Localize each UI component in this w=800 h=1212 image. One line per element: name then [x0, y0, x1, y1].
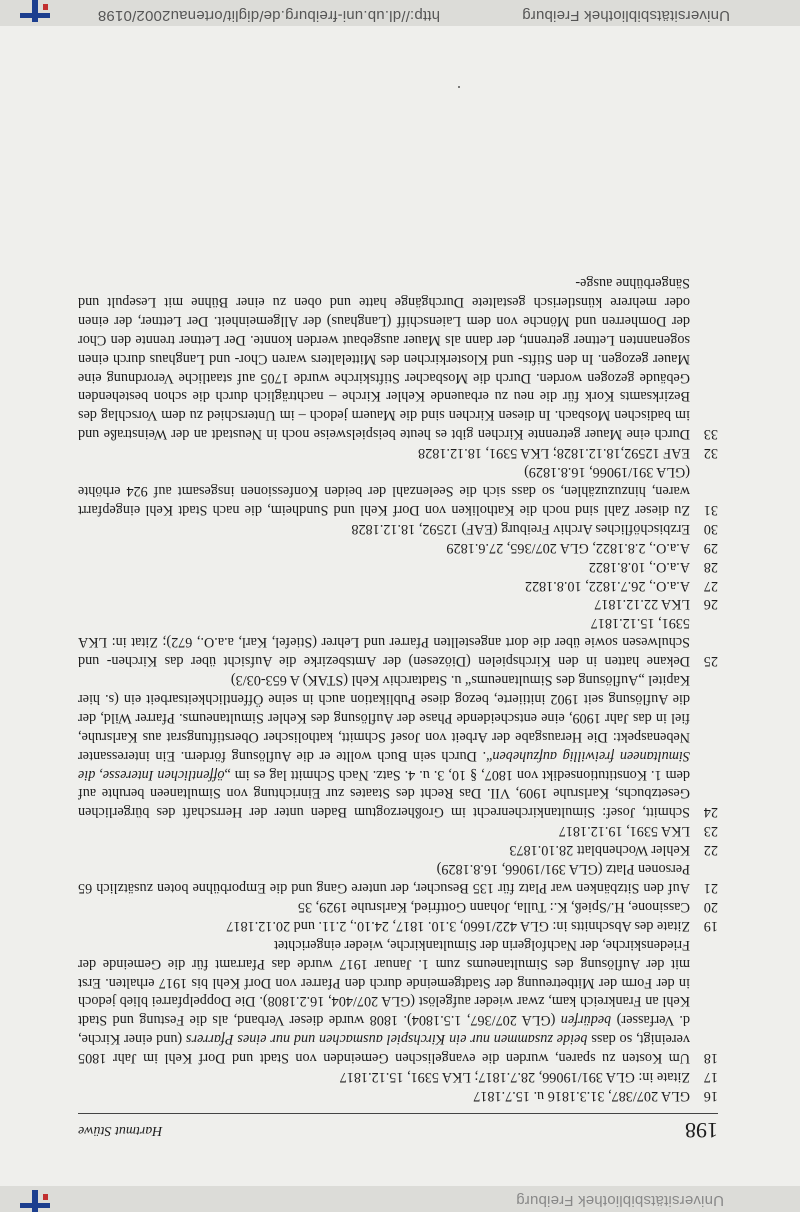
footnote	[78, 897, 718, 916]
footnote-number: 17	[703, 1069, 718, 1086]
footnote-text	[78, 859, 690, 897]
footnote-text	[78, 462, 690, 519]
footnote-text-part: (und einer Kirche, d. Verfasser)	[78, 1012, 690, 1048]
footnote	[78, 1067, 718, 1086]
footnote-text-part: A.a.O., 26.7.1822, 10.8.1822	[524, 577, 690, 594]
footnote-number: 30	[703, 520, 718, 537]
footnote-number: 24	[703, 804, 718, 821]
footnote-number: 28	[703, 558, 718, 575]
footnote-text-part: Zitate in: GLA 391/19066, 28.7.1817; LKA 5391, 15.12.1817	[339, 1069, 690, 1086]
footnote-text	[78, 840, 690, 859]
footnote	[78, 519, 718, 538]
footnote-number: 21	[703, 880, 718, 897]
footnote	[78, 935, 718, 1067]
footnote-text	[78, 1086, 690, 1105]
footnote-text-part: Zu dieser Zahl sind noch die Katholiken von Dorf Kehl und Sundheim, die nach Stadt Kehl eingepfarrt waren, hinzuzuzählen, so dass sich die Seelenzahl der beiden Konfessionen insgesamt auf 924 erhöhte (GLA 391/19066, 16.8.1829)	[78, 464, 690, 518]
footnote-text-part: Um Kosten zu sparen, wurden die evangelischen Gemeinden von Stadt und Dorf Kehl im Jahr 1805 vereinigt, so dass	[78, 1031, 690, 1067]
footnote	[78, 576, 718, 595]
footnote-text	[78, 557, 690, 576]
page-number: 198	[685, 1118, 718, 1143]
footnote	[78, 821, 718, 840]
footnote	[78, 462, 718, 519]
footnote-number: 20	[703, 898, 718, 915]
footnote-text-part: “. Durch sein Buch wollte er die Auflösung fördern. Ein interessanter Nebenaspekt: Die Herausgabe der Arbeit von Josef Schmitt, katholischer Oberstiftungsrat aus Karlsruhe, fiel in das Jahr 1909, eine entscheidende Phase der Auflösung des Kehler Simultaneums. Pfarrer Wild, der die Auflösung seit 1902 initiierte, bezog diese Publikation auch in seine Öffentlichkeitsarbeit ein (s. hier Kapitel „Auflösung des Simultaneums“ u. Stadtarchiv Kehl (STAK) A 653-03/3)	[78, 672, 690, 764]
footnote	[78, 670, 718, 821]
footnote	[78, 1086, 718, 1105]
footnote-text-part: A.a.O., 2.8.1822, GLA 207/365, 27.6.1829	[446, 539, 690, 556]
footnote-text	[78, 595, 690, 614]
footnote-text	[78, 443, 690, 462]
footnote-italic-text: beide zusammen nur ein Kirchspiel ausmachen und nur eines Pfarrers	[186, 1031, 588, 1048]
footnote-text-part: LKA 22.12.1817	[594, 596, 690, 613]
footnote-text-part: LKA 5391, 19.12.1817	[558, 823, 690, 840]
footnote-text	[78, 670, 690, 821]
library-watermark-bottom: Universitätsbibliothek Freiburg	[522, 7, 730, 24]
top-watermark	[0, 1187, 800, 1209]
footnote-text-part: GLA 207/387, 31.3.1816 u. 15.7.1817	[473, 1088, 690, 1104]
footnote-number: 18	[703, 1050, 718, 1067]
footnotes	[78, 273, 718, 1105]
footnote-number: 32	[703, 445, 718, 462]
footnote-text-part: A.a.O., 10.8.1822	[588, 558, 690, 575]
footnote	[78, 840, 718, 859]
footnote-text-part: EAF 12592,18.12.1828; LKA 5391, 18.12.1828	[418, 445, 690, 462]
footnote	[78, 557, 718, 576]
footnote-number: 33	[703, 426, 718, 443]
footnote-number: 31	[703, 501, 718, 518]
library-logo-icon-bottom	[12, 0, 58, 22]
page-header	[78, 1113, 718, 1144]
footnote-italic-text: bedürfen	[560, 1012, 612, 1029]
footnote	[78, 613, 718, 670]
footnote	[78, 859, 718, 897]
footnote-text-part: (GLA 207/367, 1.5.1804). 1808 wurde dieser Verband, als die Festung und Stadt Kehl an Frankreich kam, zwar wieder aufgelöst (GLA 207/404, 16.2.1808). Die Doppelpfarrei blieb jedoch in der Form der Mitbetreuung der Stadtgemeinde durch den Pfarrer von Dorf Kehl bis 1917 erhalten. Erst mit der Auflösung des Simultaneums zum 1. Januar 1917 wurde das Pfarramt für die Gemeinde der Friedenskirche, der Nachfolgerin der Simultankirche, wieder eingerichtet	[78, 936, 690, 1029]
footnote-text-part: Schmitt, Josef: Simultankirchenrecht im Großherzogtum Baden unter der Herrschaft des bürgerlichen Gesetzbuchs, Karlsruhe 1909, VII. Das Recht des Staates zur Einrichtung von Simultaneen beruhte auf dem 1. Konstitutionsedikt von 1807, § 10, 3. u. 4. Satz. Nach Schmitt lag es im „	[78, 766, 690, 821]
footnote-text	[78, 519, 690, 538]
footnote-text-part: Auf den Sitzbänken war Platz für 135 Besucher, der untere Gang und die Emporbühne boten zusätzlich 65 Personen Platz (GLA 391/19066, 16.8.1829)	[78, 861, 690, 897]
footnote	[78, 443, 718, 462]
footnote-number: 19	[703, 917, 718, 934]
footnote-text	[78, 897, 690, 916]
footnote-text	[78, 821, 690, 840]
source-url[interactable]: http://dl.ub.uni-freiburg.de/diglit/ortenau2002/0198	[97, 7, 440, 24]
footnote-number: 16	[703, 1088, 718, 1104]
footnote	[78, 595, 718, 614]
footnote-text	[78, 613, 690, 670]
footnote-text	[78, 273, 690, 443]
footnote-text	[78, 916, 690, 935]
speck	[458, 86, 460, 88]
footnote-text-part: Durch eine Mauer getrennte Kirchen gibt es heute beispielsweise noch in Neustadt an der Weinstraße und im badischen Mosbach. In diesen Kirchen sind die Mauern jedoch – im Unterschied zu dem Vorschlag des Bezirksamts Kork für die neu zu erbauende Kehler Kirche – nachträglich durch die schon bestehenden Gebäude gezogen worden. Durch die Mosbacher Stiftskirche wurde 1705 auf staatliche Verordnung eine Mauer gezogen. In den Stifts- und Klosterkirchen des Mittelalters waren Chor- und Langhaus durch einen sogenannten Lettner getrennt, der dann als Mauer ausgebaut werden konnte. Der Lettner trennte den Chor der Domherren und Mönche von dem Laienschiff (Langhaus) der Allgemeinheit. Der Lettner, der einen oder mehrere künstlerisch gestaltete Durchgänge hatte und oben zu einer Bühne mit Lesepult und Sängerbühne ausge-	[78, 275, 690, 443]
page-content	[78, 273, 718, 1144]
footnote-text-part: Dekane hatten in den Kirchspielen (Diözesen) der Amtsbezirke die Aufsicht über das Kirchen- und Schulwesen sowie über die dort angestellten Pfarrer und Lehrer (Stiefel, Karl, a.a.O., 672); Zitat in: LKA 5391, 15.12.1817	[78, 615, 690, 670]
footnote	[78, 273, 718, 443]
footnote	[78, 538, 718, 557]
library-watermark-top: Universitätsbibliothek Freiburg	[516, 1192, 724, 1209]
footnote-italic-text: öffentlichen Interesse, die Simultaneen freiwillig aufzuheben	[77, 747, 690, 783]
footnote-number: 22	[703, 842, 718, 859]
footnote-text	[78, 576, 690, 595]
footnote	[78, 916, 718, 935]
footnote-number: 29	[703, 539, 718, 556]
footnote-text-part: Kehler Wochenblatt 28.10.1873	[509, 842, 690, 859]
bottom-watermark	[0, 2, 800, 24]
footnote-text-part: Erzbischöfliches Archiv Freiburg (EAF) 12592, 18.12.1828	[351, 520, 690, 537]
footnote-text	[78, 935, 690, 1067]
footnote-number: 26	[703, 596, 718, 613]
footnote-text-part: Cassinone, H./Spieß, K.: Tulla, Johann Gottfried, Karlsruhe 1929, 35	[297, 898, 690, 915]
running-head-author: Hartmut Stüwe	[78, 1123, 163, 1138]
footnote-number: 27	[703, 577, 718, 594]
footnote-text	[78, 1067, 690, 1086]
footnote-text-part: Zitate des Abschnitts in: GLA 422/1660, 3.10. 1817, 24.10., 2.11. und 20.12.1817	[226, 917, 690, 934]
footnote-number: 23	[703, 823, 718, 840]
footnote-number: 25	[703, 653, 718, 670]
footnote-text	[78, 538, 690, 557]
library-logo-icon	[12, 1190, 58, 1212]
